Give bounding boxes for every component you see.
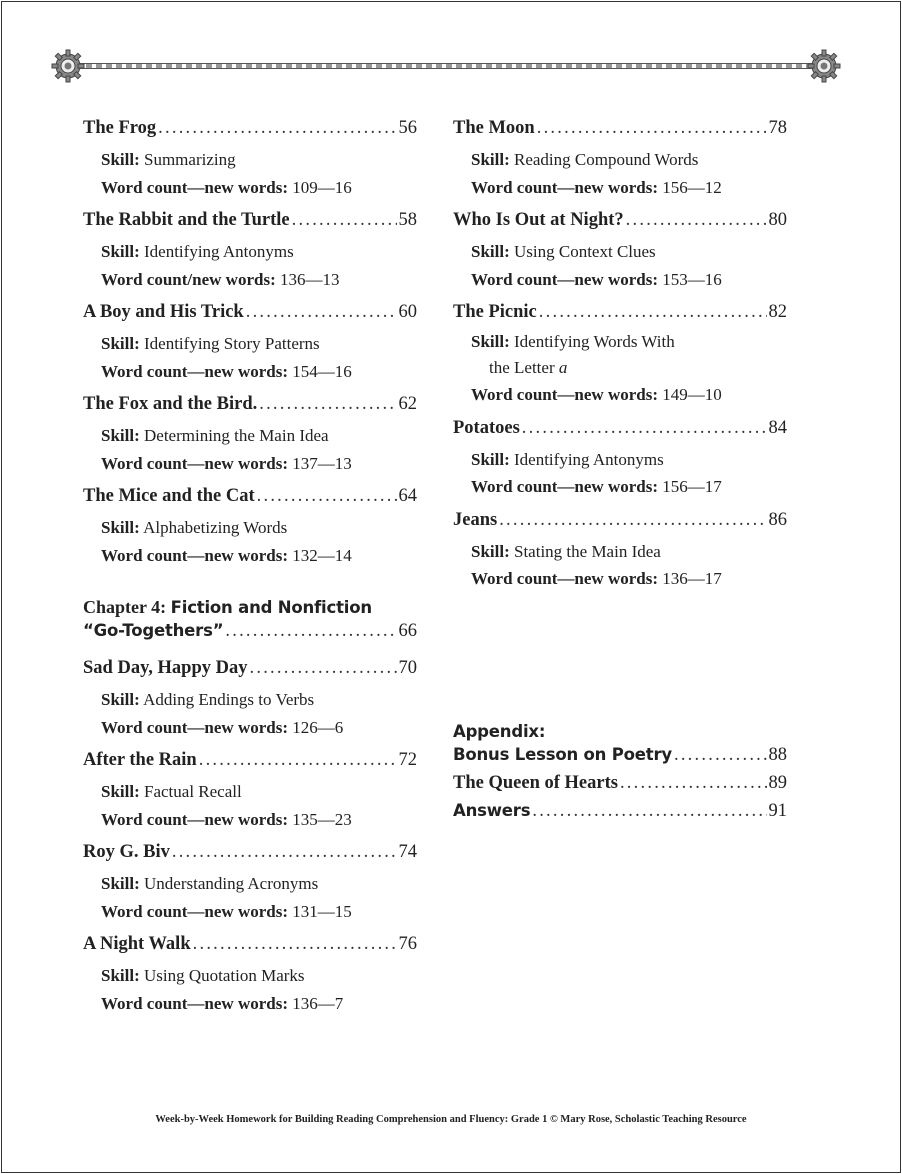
entry-page: 66	[398, 621, 417, 641]
entry-title: Bonus Lesson on Poetry	[453, 745, 672, 764]
entry-title: A Night Walk	[83, 934, 191, 954]
skill-text: Using Quotation Marks	[144, 966, 305, 985]
word-count: 149—10	[662, 385, 722, 404]
entry-page: 58	[398, 210, 417, 230]
word-count: 156—12	[662, 177, 722, 197]
entry-title: Sad Day, Happy Day	[83, 658, 248, 678]
toc-entry[interactable]	[83, 658, 417, 741]
leader-dots	[674, 745, 767, 766]
skill-text-line2: the Letter	[489, 358, 555, 377]
entry-title: The Picnic	[453, 302, 537, 322]
leader-dots	[199, 750, 397, 771]
skill-label: Skill:	[101, 242, 140, 261]
toc-left-column	[83, 118, 417, 1026]
toc-entry-bonus-poetry[interactable]	[453, 745, 787, 773]
leader-dots	[259, 394, 396, 415]
toc-entry[interactable]	[83, 394, 417, 477]
leader-dots	[172, 842, 397, 863]
chapter-prefix: Chapter 4:	[83, 597, 167, 617]
entry-title: Potatoes	[453, 417, 520, 438]
entry-page: 78	[768, 118, 787, 138]
entry-page: 60	[398, 302, 417, 322]
skill-text: Stating the Main Idea	[514, 541, 661, 561]
entry-title: Who Is Out at Night?	[453, 210, 624, 230]
word-count-label: Word count/new words:	[101, 269, 276, 289]
toc-entry[interactable]	[83, 210, 417, 293]
leader-dots	[532, 801, 766, 822]
skill-text: Alphabetizing Words	[143, 518, 288, 537]
word-count: 156—17	[662, 477, 722, 496]
word-count-label: Word count—new words:	[471, 177, 659, 197]
skill-label: Skill:	[471, 242, 510, 261]
skill-text: Understanding Acronyms	[144, 874, 319, 893]
toc-chapter-4[interactable]	[83, 593, 417, 649]
entry-page: 91	[768, 801, 787, 821]
word-count: 126—6	[292, 717, 344, 737]
toc-entry[interactable]	[83, 118, 417, 201]
toc-right-column	[453, 118, 787, 602]
toc-entry[interactable]	[453, 510, 787, 593]
skill-text: Identifying Words With	[514, 332, 675, 351]
leader-dots	[539, 302, 767, 323]
word-count: 132—14	[292, 545, 352, 565]
leader-dots	[626, 210, 767, 231]
skill-label: Skill:	[101, 518, 140, 537]
word-count-label: Word count—new words:	[101, 809, 289, 829]
decorative-rule	[50, 48, 842, 84]
entry-page: 89	[768, 773, 787, 793]
entry-title: The Moon	[453, 118, 535, 138]
skill-label: Skill:	[101, 150, 140, 169]
word-count: 137—13	[292, 453, 352, 473]
entry-title: Answers	[453, 801, 531, 820]
word-count: 136—17	[662, 569, 722, 588]
skill-label: Skill:	[471, 150, 510, 169]
toc-entry[interactable]	[83, 934, 417, 1017]
word-count: 131—15	[292, 901, 352, 921]
skill-label: Skill:	[101, 874, 140, 893]
entry-page: 72	[398, 750, 417, 770]
skill-text: Factual Recall	[144, 782, 242, 801]
page-footer: Week-by-Week Homework for Building Reading Comprehension and Fluency: Grade 1 © Mary Rose, Scholastic Teaching Resource	[155, 1114, 747, 1125]
skill-text: Identifying Antonyms	[514, 449, 664, 469]
skill-text: Determining the Main Idea	[144, 426, 329, 445]
word-count-label: Word count—new words:	[101, 453, 289, 473]
toc-entry-answers[interactable]	[453, 801, 787, 829]
gear-icon	[806, 48, 842, 84]
entry-title: Jeans	[453, 509, 498, 530]
entry-page: 74	[398, 842, 417, 862]
skill-label: Skill:	[101, 782, 140, 801]
skill-label: Skill:	[101, 426, 140, 445]
toc-entry[interactable]	[453, 302, 787, 409]
word-count-label: Word count—new words:	[471, 385, 659, 404]
entry-title: The Rabbit and the Turtle	[83, 210, 290, 230]
skill-label: Skill:	[101, 966, 140, 985]
leader-dots	[537, 118, 767, 139]
rule-bar	[76, 63, 816, 69]
skill-label: Skill:	[471, 541, 510, 561]
word-count: 136—13	[279, 269, 340, 289]
entry-page: 70	[398, 658, 417, 678]
toc-entry[interactable]	[83, 302, 417, 385]
entry-title: The Frog	[83, 118, 157, 138]
word-count-label: Word count—new words:	[101, 901, 289, 921]
word-count-label: Word count—new words:	[471, 569, 659, 588]
word-count-label: Word count—new words:	[101, 993, 289, 1013]
skill-letter: a	[558, 358, 568, 377]
appendix-heading: Appendix:	[453, 722, 546, 741]
entry-title: After the Rain	[83, 750, 197, 770]
entry-page: 64	[398, 486, 417, 506]
skill-text: Identifying Story Patterns	[144, 334, 320, 353]
chapter-name: Fiction and Nonfiction	[170, 598, 372, 617]
word-count: 154—16	[292, 361, 352, 381]
entry-title: The Fox and the Bird.	[83, 394, 258, 414]
entry-title: The Mice and the Cat	[83, 486, 255, 506]
entry-page: 56	[398, 118, 417, 138]
toc-appendix	[453, 718, 787, 829]
entry-page: 88	[768, 745, 787, 765]
skill-label: Skill:	[471, 449, 510, 469]
entry-page: 76	[398, 934, 417, 954]
entry-page: 86	[768, 509, 787, 530]
chapter-name-line2: “Go-Togethers”	[83, 621, 224, 640]
word-count: 136—7	[292, 993, 344, 1013]
word-count: 109—16	[292, 177, 352, 197]
skill-text: Reading Compound Words	[514, 150, 699, 169]
leader-dots	[250, 658, 397, 679]
skill-text: Summarizing	[144, 150, 236, 169]
skill-label: Skill:	[101, 334, 140, 353]
entry-page: 82	[768, 302, 787, 322]
entry-title: The Queen of Hearts	[453, 773, 618, 793]
leader-dots	[522, 418, 767, 439]
word-count: 153—16	[662, 269, 722, 289]
skill-text: Identifying Antonyms	[144, 242, 294, 261]
entry-page: 62	[398, 394, 417, 414]
word-count-label: Word count—new words:	[471, 477, 659, 496]
toc-entry-queen-of-hearts[interactable]	[453, 773, 787, 801]
word-count-label: Word count—new words:	[101, 717, 289, 737]
entry-title: A Boy and His Trick	[83, 302, 244, 322]
skill-label: Skill:	[471, 332, 510, 351]
leader-dots	[499, 510, 766, 531]
leader-dots	[620, 773, 767, 794]
skill-label: Skill:	[101, 690, 140, 709]
skill-text: Using Context Clues	[514, 242, 656, 261]
word-count-label: Word count—new words:	[101, 177, 289, 197]
toc-entry[interactable]	[83, 842, 417, 925]
leader-dots	[246, 302, 397, 323]
entry-page: 84	[768, 417, 787, 438]
word-count-label: Word count—new words:	[471, 269, 659, 289]
leader-dots	[193, 934, 397, 955]
toc-entry[interactable]	[453, 118, 787, 201]
toc-entry[interactable]	[453, 210, 787, 293]
skill-text: Adding Endings to Verbs	[143, 690, 315, 709]
leader-dots	[292, 210, 397, 231]
entry-page: 80	[768, 210, 787, 230]
toc-entry[interactable]	[83, 486, 417, 569]
leader-dots	[257, 486, 397, 507]
toc-entry[interactable]	[453, 418, 787, 501]
leader-dots	[225, 621, 396, 642]
word-count-label: Word count—new words:	[101, 545, 289, 565]
gear-icon	[50, 48, 86, 84]
word-count: 135—23	[292, 809, 352, 829]
entry-title: Roy G. Biv	[83, 842, 170, 862]
toc-entry[interactable]	[83, 750, 417, 833]
word-count-label: Word count—new words:	[101, 361, 289, 381]
leader-dots	[158, 118, 396, 139]
